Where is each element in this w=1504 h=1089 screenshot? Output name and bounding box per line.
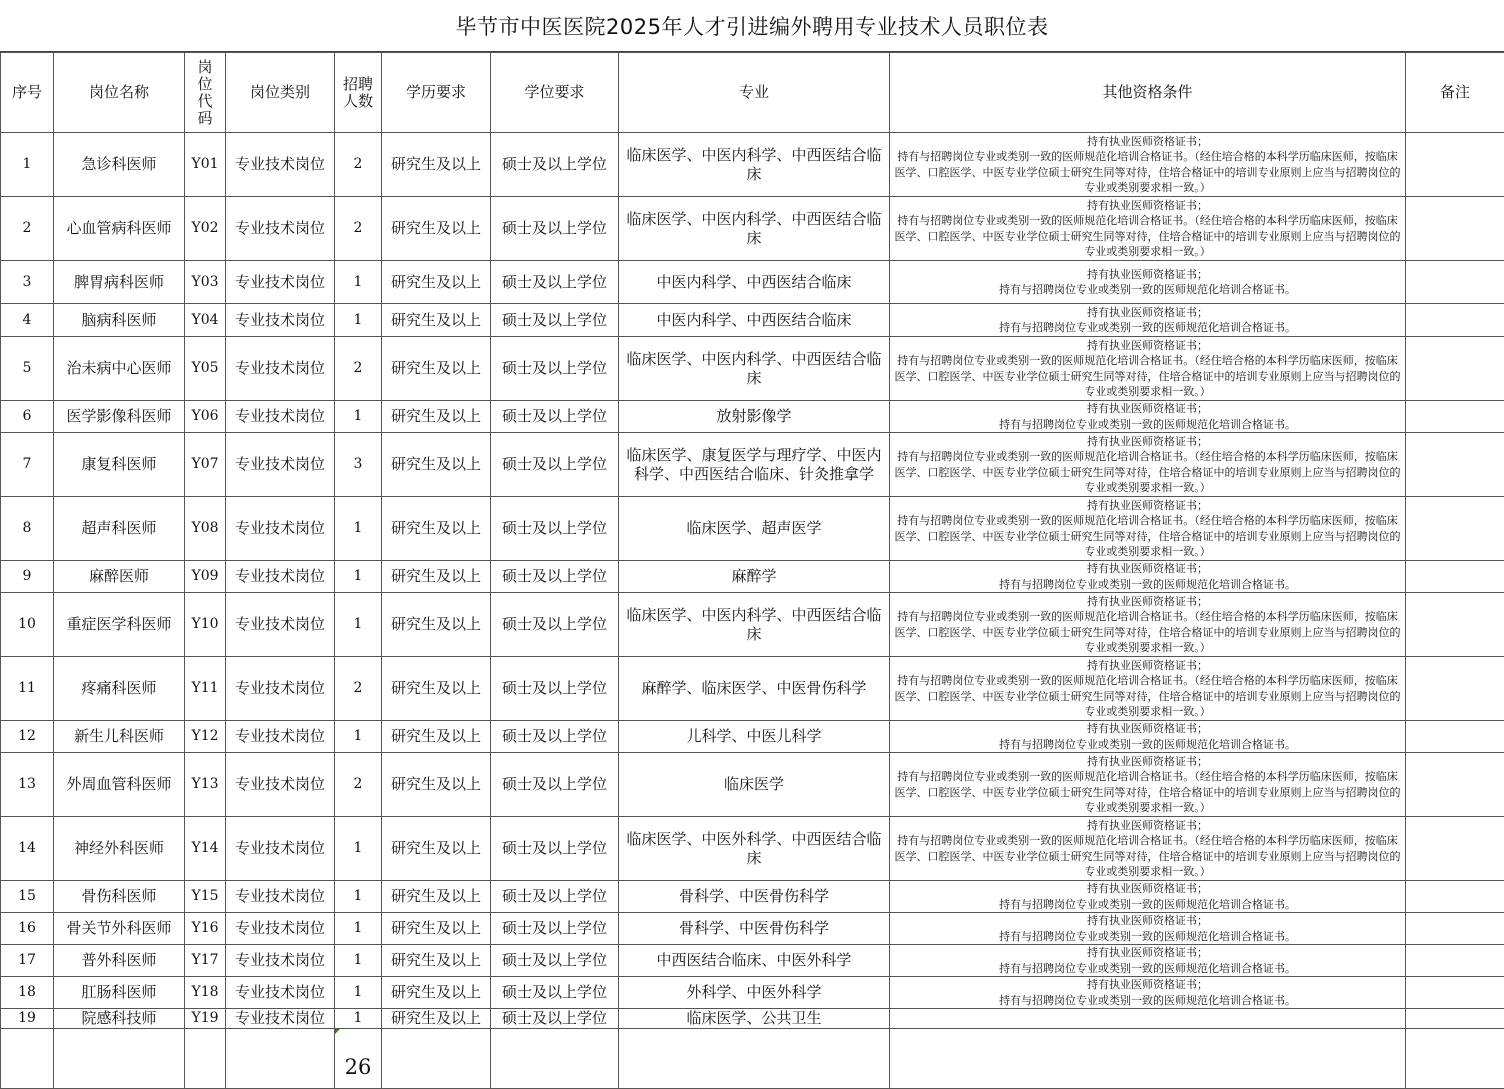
row-name: 脑病科医师 (54, 304, 185, 337)
table-row (1, 304, 1504, 337)
row-category: 专业技术岗位 (226, 261, 335, 304)
table-row (1, 133, 1504, 197)
row-name: 骨关节外科医师 (54, 913, 185, 945)
row-name: 外周血管科医师 (54, 753, 185, 817)
row-remarks (1406, 977, 1504, 1009)
row-qualification: 持有执业医师资格证书； 持有与招聘岗位专业或类别一致的医师规范化培训合格证书。（经住培合格的本科学历临床医师，按临床医学、口腔医学、中医专业学位硕士研究生同等对待，住培合格证中的培训专业原则上应当与招聘岗位的专业或类别要求相一致。） (890, 817, 1406, 881)
row-seq: 12 (1, 721, 54, 753)
row-education: 研究生及以上 (382, 1009, 491, 1029)
row-qualification: 持有执业医师资格证书； 持有与招聘岗位专业或类别一致的医师规范化培训合格证书。（经住培合格的本科学历临床医师，按临床医学、口腔医学、中医专业学位硕士研究生同等对待，住培合格证中的培训专业原则上应当与招聘岗位的专业或类别要求相一致。） (890, 497, 1406, 561)
row-category: 专业技术岗位 (226, 817, 335, 881)
row-major: 麻醉学 (619, 561, 890, 593)
table-row (1, 1009, 1504, 1029)
row-qualification: 持有执业医师资格证书； 持有与招聘岗位专业或类别一致的医师规范化培训合格证书。（经住培合格的本科学历临床医师，按临床医学、口腔医学、中医专业学位硕士研究生同等对待，住培合格证中的培训专业原则上应当与招聘岗位的专业或类别要求相一致。） (890, 337, 1406, 401)
row-qualification: 持有执业医师资格证书； 持有与招聘岗位专业或类别一致的医师规范化培训合格证书。 (890, 945, 1406, 977)
row-remarks (1406, 593, 1504, 657)
row-education: 研究生及以上 (382, 945, 491, 977)
row-major: 放射影像学 (619, 401, 890, 433)
row-code: Y15 (185, 881, 226, 913)
row-qualification: 持有执业医师资格证书； 持有与招聘岗位专业或类别一致的医师规范化培训合格证书。 (890, 881, 1406, 913)
row-degree: 硕士及以上学位 (491, 561, 619, 593)
row-major: 骨科学、中医骨伤科学 (619, 913, 890, 945)
row-remarks (1406, 913, 1504, 945)
row-seq: 9 (1, 561, 54, 593)
row-code: Y17 (185, 945, 226, 977)
row-remarks (1406, 945, 1504, 977)
row-degree: 硕士及以上学位 (491, 945, 619, 977)
row-major: 临床医学 (619, 753, 890, 817)
row-degree: 硕士及以上学位 (491, 497, 619, 561)
row-seq: 19 (1, 1009, 54, 1029)
header-qualification: 其他资格条件 (890, 53, 1406, 133)
row-education: 研究生及以上 (382, 657, 491, 721)
row-category: 专业技术岗位 (226, 337, 335, 401)
page-title: 毕节市中医医院2025年人才引进编外聘用专业技术人员职位表 (0, 0, 1504, 52)
row-code: Y08 (185, 497, 226, 561)
total-count-value: 26 (345, 1055, 372, 1079)
header-seq: 序号 (1, 53, 54, 133)
row-category: 专业技术岗位 (226, 133, 335, 197)
row-seq: 14 (1, 817, 54, 881)
row-seq: 18 (1, 977, 54, 1009)
row-remarks (1406, 304, 1504, 337)
row-name: 骨伤科医师 (54, 881, 185, 913)
row-remarks (1406, 261, 1504, 304)
table-row (1, 261, 1504, 304)
row-remarks (1406, 433, 1504, 497)
row-name: 脾胃病科医师 (54, 261, 185, 304)
row-remarks (1406, 561, 1504, 593)
row-count: 1 (335, 913, 382, 945)
row-name: 重症医学科医师 (54, 593, 185, 657)
header-education: 学历要求 (382, 53, 491, 133)
row-qualification: 持有执业医师资格证书； 持有与招聘岗位专业或类别一致的医师规范化培训合格证书。 (890, 721, 1406, 753)
row-category: 专业技术岗位 (226, 753, 335, 817)
table-row (1, 817, 1504, 881)
row-major: 麻醉学、临床医学、中医骨伤科学 (619, 657, 890, 721)
row-qualification: 持有执业医师资格证书； 持有与招聘岗位专业或类别一致的医师规范化培训合格证书。 (890, 561, 1406, 593)
row-major: 临床医学、中医外科学、中西医结合临床 (619, 817, 890, 881)
row-degree: 硕士及以上学位 (491, 721, 619, 753)
table-row (1, 433, 1504, 497)
row-degree: 硕士及以上学位 (491, 433, 619, 497)
row-count: 2 (335, 197, 382, 261)
row-education: 研究生及以上 (382, 817, 491, 881)
row-seq: 4 (1, 304, 54, 337)
row-qualification: 持有执业医师资格证书； 持有与招聘岗位专业或类别一致的医师规范化培训合格证书。（经住培合格的本科学历临床医师，按临床医学、口腔医学、中医专业学位硕士研究生同等对待，住培合格证中的培训专业原则上应当与招聘岗位的专业或类别要求相一致。） (890, 657, 1406, 721)
row-code: Y19 (185, 1009, 226, 1029)
row-degree: 硕士及以上学位 (491, 197, 619, 261)
header-remarks: 备注 (1406, 53, 1504, 133)
table-row (1, 721, 1504, 753)
row-name: 康复科医师 (54, 433, 185, 497)
row-degree: 硕士及以上学位 (491, 261, 619, 304)
row-seq: 13 (1, 753, 54, 817)
row-category: 专业技术岗位 (226, 913, 335, 945)
table-row (1, 337, 1504, 401)
row-name: 新生儿科医师 (54, 721, 185, 753)
row-remarks (1406, 1009, 1504, 1029)
positions-table (0, 52, 1504, 1089)
row-major: 临床医学、中医内科学、中西医结合临床 (619, 337, 890, 401)
table-row (1, 593, 1504, 657)
header-code: 岗位代码 (185, 53, 226, 133)
cell-comment-marker-icon (335, 1029, 340, 1034)
row-code: Y01 (185, 133, 226, 197)
row-education: 研究生及以上 (382, 133, 491, 197)
table-row (1, 561, 1504, 593)
table-row (1, 401, 1504, 433)
row-name: 普外科医师 (54, 945, 185, 977)
row-education: 研究生及以上 (382, 497, 491, 561)
row-category: 专业技术岗位 (226, 497, 335, 561)
row-degree: 硕士及以上学位 (491, 817, 619, 881)
row-code: Y18 (185, 977, 226, 1009)
row-count: 1 (335, 401, 382, 433)
row-remarks (1406, 497, 1504, 561)
row-category: 专业技术岗位 (226, 721, 335, 753)
row-category: 专业技术岗位 (226, 561, 335, 593)
row-name: 疼痛科医师 (54, 657, 185, 721)
row-education: 研究生及以上 (382, 401, 491, 433)
row-code: Y09 (185, 561, 226, 593)
row-qualification: 持有执业医师资格证书； 持有与招聘岗位专业或类别一致的医师规范化培训合格证书。（经住培合格的本科学历临床医师，按临床医学、口腔医学、中医专业学位硕士研究生同等对待，住培合格证中的培训专业原则上应当与招聘岗位的专业或类别要求相一致。） (890, 753, 1406, 817)
row-code: Y11 (185, 657, 226, 721)
row-seq: 17 (1, 945, 54, 977)
table-row (1, 881, 1504, 913)
row-degree: 硕士及以上学位 (491, 657, 619, 721)
row-degree: 硕士及以上学位 (491, 977, 619, 1009)
row-degree: 硕士及以上学位 (491, 881, 619, 913)
row-count: 1 (335, 261, 382, 304)
row-seq: 11 (1, 657, 54, 721)
row-count: 1 (335, 304, 382, 337)
row-major: 骨科学、中医骨伤科学 (619, 881, 890, 913)
row-count: 1 (335, 721, 382, 753)
row-major: 中医内科学、中西医结合临床 (619, 261, 890, 304)
row-code: Y12 (185, 721, 226, 753)
row-seq: 5 (1, 337, 54, 401)
header-row (1, 53, 1504, 133)
row-degree: 硕士及以上学位 (491, 133, 619, 197)
row-degree: 硕士及以上学位 (491, 337, 619, 401)
row-qualification: 持有执业医师资格证书； 持有与招聘岗位专业或类别一致的医师规范化培训合格证书。（经住培合格的本科学历临床医师，按临床医学、口腔医学、中医专业学位硕士研究生同等对待，住培合格证中的培训专业原则上应当与招聘岗位的专业或类别要求相一致。） (890, 197, 1406, 261)
row-major: 临床医学、中医内科学、中西医结合临床 (619, 593, 890, 657)
row-major: 临床医学、超声医学 (619, 497, 890, 561)
row-remarks (1406, 657, 1504, 721)
row-qualification: 持有执业医师资格证书； 持有与招聘岗位专业或类别一致的医师规范化培训合格证书。（经住培合格的本科学历临床医师，按临床医学、口腔医学、中医专业学位硕士研究生同等对待，住培合格证中的培训专业原则上应当与招聘岗位的专业或类别要求相一致。） (890, 133, 1406, 197)
row-education: 研究生及以上 (382, 197, 491, 261)
row-count: 1 (335, 497, 382, 561)
row-code: Y06 (185, 401, 226, 433)
row-count: 1 (335, 561, 382, 593)
row-name: 肛肠科医师 (54, 977, 185, 1009)
row-category: 专业技术岗位 (226, 197, 335, 261)
header-major: 专业 (619, 53, 890, 133)
header-name: 岗位名称 (54, 53, 185, 133)
row-seq: 2 (1, 197, 54, 261)
row-major: 临床医学、中医内科学、中西医结合临床 (619, 197, 890, 261)
row-education: 研究生及以上 (382, 593, 491, 657)
table-row (1, 197, 1504, 261)
row-count: 2 (335, 753, 382, 817)
row-name: 医学影像科医师 (54, 401, 185, 433)
row-major: 儿科学、中医儿科学 (619, 721, 890, 753)
row-education: 研究生及以上 (382, 261, 491, 304)
row-remarks (1406, 401, 1504, 433)
row-education: 研究生及以上 (382, 337, 491, 401)
row-count: 1 (335, 1009, 382, 1029)
row-category: 专业技术岗位 (226, 657, 335, 721)
row-qualification: 持有执业医师资格证书； 持有与招聘岗位专业或类别一致的医师规范化培训合格证书。 (890, 913, 1406, 945)
row-count: 2 (335, 657, 382, 721)
row-code: Y14 (185, 817, 226, 881)
row-name: 麻醉医师 (54, 561, 185, 593)
table-row (1, 497, 1504, 561)
row-seq: 8 (1, 497, 54, 561)
row-seq: 7 (1, 433, 54, 497)
header-degree: 学位要求 (491, 53, 619, 133)
table-row (1, 977, 1504, 1009)
row-remarks (1406, 753, 1504, 817)
row-code: Y10 (185, 593, 226, 657)
row-count: 2 (335, 133, 382, 197)
row-code: Y02 (185, 197, 226, 261)
row-qualification: 持有执业医师资格证书； 持有与招聘岗位专业或类别一致的医师规范化培训合格证书。 (890, 304, 1406, 337)
table-row (1, 945, 1504, 977)
row-major: 中西医结合临床、中医外科学 (619, 945, 890, 977)
row-seq: 15 (1, 881, 54, 913)
row-count: 1 (335, 817, 382, 881)
row-education: 研究生及以上 (382, 913, 491, 945)
header-category: 岗位类别 (226, 53, 335, 133)
row-major: 临床医学、康复医学与理疗学、中医内科学、中西医结合临床、针灸推拿学 (619, 433, 890, 497)
row-degree: 硕士及以上学位 (491, 304, 619, 337)
row-code: Y05 (185, 337, 226, 401)
row-remarks (1406, 197, 1504, 261)
row-education: 研究生及以上 (382, 721, 491, 753)
row-education: 研究生及以上 (382, 977, 491, 1009)
row-category: 专业技术岗位 (226, 401, 335, 433)
row-education: 研究生及以上 (382, 881, 491, 913)
row-category: 专业技术岗位 (226, 945, 335, 977)
row-major: 临床医学、公共卫生 (619, 1009, 890, 1029)
row-education: 研究生及以上 (382, 753, 491, 817)
row-category: 专业技术岗位 (226, 977, 335, 1009)
row-degree: 硕士及以上学位 (491, 753, 619, 817)
header-count: 招聘人数 (335, 53, 382, 133)
row-major: 临床医学、中医内科学、中西医结合临床 (619, 133, 890, 197)
row-qualification (890, 1009, 1406, 1029)
row-code: Y16 (185, 913, 226, 945)
row-qualification: 持有执业医师资格证书； 持有与招聘岗位专业或类别一致的医师规范化培训合格证书。（经住培合格的本科学历临床医师，按临床医学、口腔医学、中医专业学位硕士研究生同等对待，住培合格证中的培训专业原则上应当与招聘岗位的专业或类别要求相一致。） (890, 593, 1406, 657)
row-count: 1 (335, 945, 382, 977)
row-education: 研究生及以上 (382, 304, 491, 337)
row-remarks (1406, 881, 1504, 913)
table-row (1, 913, 1504, 945)
table-row (1, 753, 1504, 817)
row-degree: 硕士及以上学位 (491, 401, 619, 433)
row-count: 1 (335, 593, 382, 657)
row-major: 中医内科学、中西医结合临床 (619, 304, 890, 337)
row-count: 3 (335, 433, 382, 497)
row-seq: 6 (1, 401, 54, 433)
row-qualification: 持有执业医师资格证书； 持有与招聘岗位专业或类别一致的医师规范化培训合格证书。 (890, 261, 1406, 304)
row-degree: 硕士及以上学位 (491, 1009, 619, 1029)
row-category: 专业技术岗位 (226, 593, 335, 657)
row-category: 专业技术岗位 (226, 304, 335, 337)
row-major: 外科学、中医外科学 (619, 977, 890, 1009)
row-remarks (1406, 817, 1504, 881)
row-remarks (1406, 337, 1504, 401)
row-qualification: 持有执业医师资格证书； 持有与招聘岗位专业或类别一致的医师规范化培训合格证书。 (890, 977, 1406, 1009)
row-education: 研究生及以上 (382, 561, 491, 593)
row-code: Y04 (185, 304, 226, 337)
row-name: 治未病中心医师 (54, 337, 185, 401)
row-count: 1 (335, 977, 382, 1009)
row-name: 超声科医师 (54, 497, 185, 561)
row-remarks (1406, 721, 1504, 753)
row-name: 心血管病科医师 (54, 197, 185, 261)
row-degree: 硕士及以上学位 (491, 913, 619, 945)
row-code: Y13 (185, 753, 226, 817)
row-name: 神经外科医师 (54, 817, 185, 881)
row-seq: 1 (1, 133, 54, 197)
row-qualification: 持有执业医师资格证书； 持有与招聘岗位专业或类别一致的医师规范化培训合格证书。 (890, 401, 1406, 433)
table-body (1, 133, 1504, 1089)
row-name: 急诊科医师 (54, 133, 185, 197)
row-code: Y03 (185, 261, 226, 304)
row-education: 研究生及以上 (382, 433, 491, 497)
row-category: 专业技术岗位 (226, 1009, 335, 1029)
row-remarks (1406, 133, 1504, 197)
row-count: 1 (335, 881, 382, 913)
row-seq: 3 (1, 261, 54, 304)
row-qualification: 持有执业医师资格证书； 持有与招聘岗位专业或类别一致的医师规范化培训合格证书。（经住培合格的本科学历临床医师，按临床医学、口腔医学、中医专业学位硕士研究生同等对待，住培合格证中的培训专业原则上应当与招聘岗位的专业或类别要求相一致。） (890, 433, 1406, 497)
row-seq: 16 (1, 913, 54, 945)
row-name: 院感科技师 (54, 1009, 185, 1029)
row-count: 2 (335, 337, 382, 401)
table-row (1, 657, 1504, 721)
row-category: 专业技术岗位 (226, 881, 335, 913)
row-category: 专业技术岗位 (226, 433, 335, 497)
row-seq: 10 (1, 593, 54, 657)
row-degree: 硕士及以上学位 (491, 593, 619, 657)
row-code: Y07 (185, 433, 226, 497)
